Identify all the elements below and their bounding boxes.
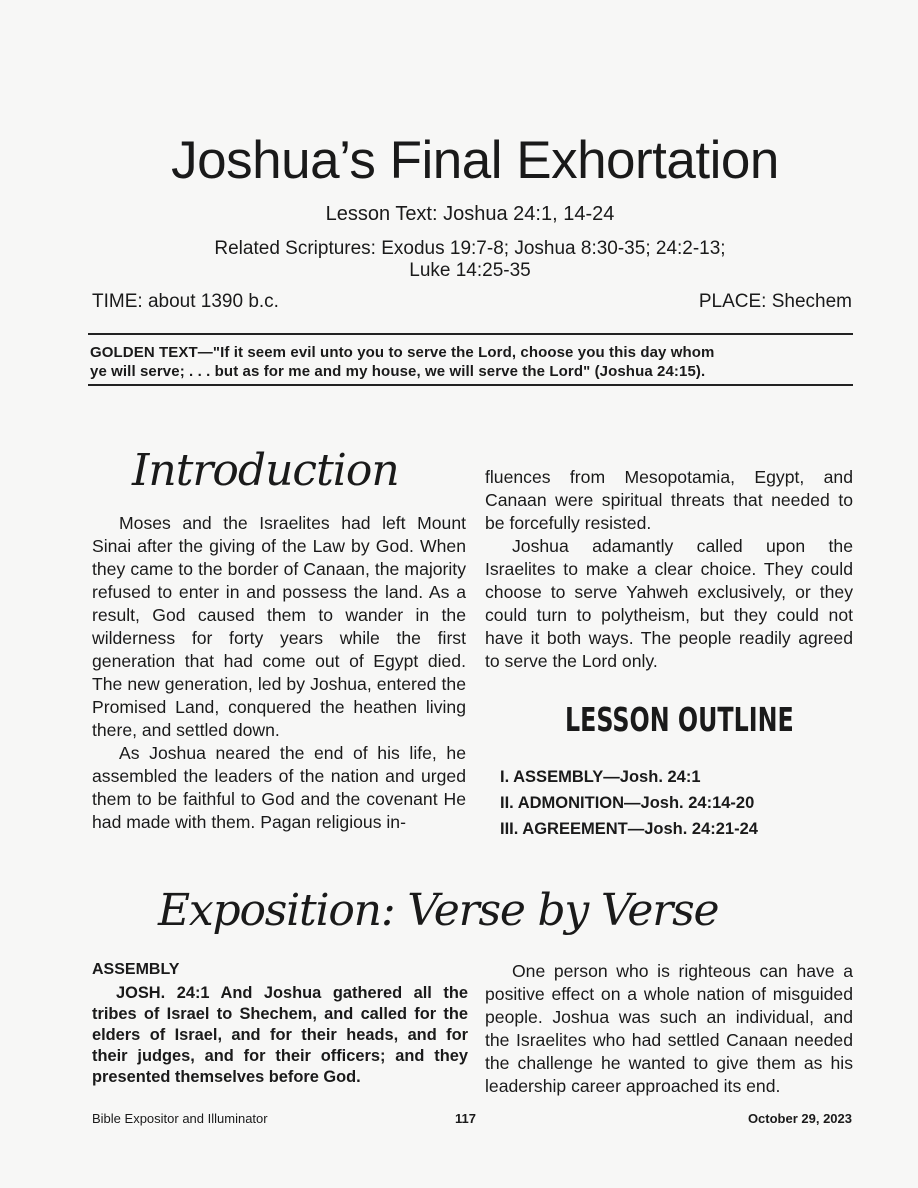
golden-text-line1: GOLDEN TEXT—"If it seem evil unto you to serve the Lord, choose you this day whom	[90, 344, 715, 361]
exposition-commentary	[485, 960, 853, 1098]
lesson-outline-heading: LESSON OUTLINE	[565, 700, 794, 739]
divider-top	[88, 333, 853, 335]
introduction-paragraph-2-continued: fluences from Mesopotamia, Egypt, and Canaan were spiritual threats that needed to be forcefully resisted.	[485, 467, 853, 533]
outline-item-3: III. AGREEMENT—Josh. 24:21-24	[500, 820, 758, 838]
place-label: PLACE: Shechem	[698, 291, 852, 312]
section-heading-assembly: ASSEMBLY	[92, 961, 180, 978]
time-label: TIME: about 1390 b.c.	[92, 291, 279, 312]
introduction-column-right	[485, 466, 853, 673]
introduction-paragraph-2: As Joshua neared the end of his life, he assembled the leaders of the nation and urged them to be faithful to God and the covenant He had made with them. Pagan religious in-	[92, 743, 466, 832]
exposition-heading: Exposition: Verse by Verse	[158, 885, 719, 936]
scripture-passage	[92, 983, 468, 1088]
footer-date: October 29, 2023	[747, 1111, 852, 1126]
footer-page-number: 117	[455, 1111, 476, 1126]
footer-publication: Bible Expositor and Illuminator	[92, 1111, 268, 1126]
outline-item-1: I. ASSEMBLY—Josh. 24:1	[500, 768, 701, 786]
scripture-text: JOSH. 24:1 And Joshua gathered all the tribes of Israel to Shechem, and called for the elders of Israel, and for their heads, and for their judges, and for their officers; and they presented themselves before God.	[92, 984, 468, 1086]
lesson-outline-list	[500, 764, 758, 842]
related-scriptures-line1: Related Scriptures: Exodus 19:7-8; Joshua 8:30-35; 24:2-13;	[214, 238, 726, 259]
introduction-column-left	[92, 512, 466, 834]
golden-text-line2: ye will serve; . . . but as for me and my house, we will serve the Lord" (Joshua 24:15).	[90, 363, 706, 380]
introduction-paragraph-3: Joshua adamantly called upon the Israelites to make a clear choice. They could choose to serve Yahweh exclusively, or they could turn to polytheism, but they could not have it both ways. The people readily agreed to serve the Lord only.	[485, 536, 853, 671]
lesson-text-reference: Lesson Text: Joshua 24:1, 14-24	[325, 203, 615, 225]
introduction-heading: Introduction	[132, 445, 399, 496]
related-scriptures-line2: Luke 14:25-35	[409, 260, 531, 281]
lesson-title: Joshua’s Final Exhortation	[171, 131, 779, 190]
outline-item-2: II. ADMONITION—Josh. 24:14-20	[500, 794, 755, 812]
introduction-paragraph-1: Moses and the Israelites had left Mount Sinai after the giving of the Law by God. When they came to the border of Canaan, the majority refused to enter in and possess the land. As a result, God caused them to wander in the wilderness for forty years while the first generation that had come out of Egypt died. The new generation, led by Joshua, entered the Promised Land, conquered the heathen living there, and settled down.	[92, 513, 466, 740]
divider-bottom	[88, 384, 853, 386]
commentary-paragraph: One person who is righteous can have a positive effect on a whole nation of misguided people. Joshua was such an individual, and the Israelites who had settled Canaan needed the challenge he wanted to give them as his leadership career approached its end.	[485, 961, 853, 1096]
golden-text	[90, 343, 856, 381]
